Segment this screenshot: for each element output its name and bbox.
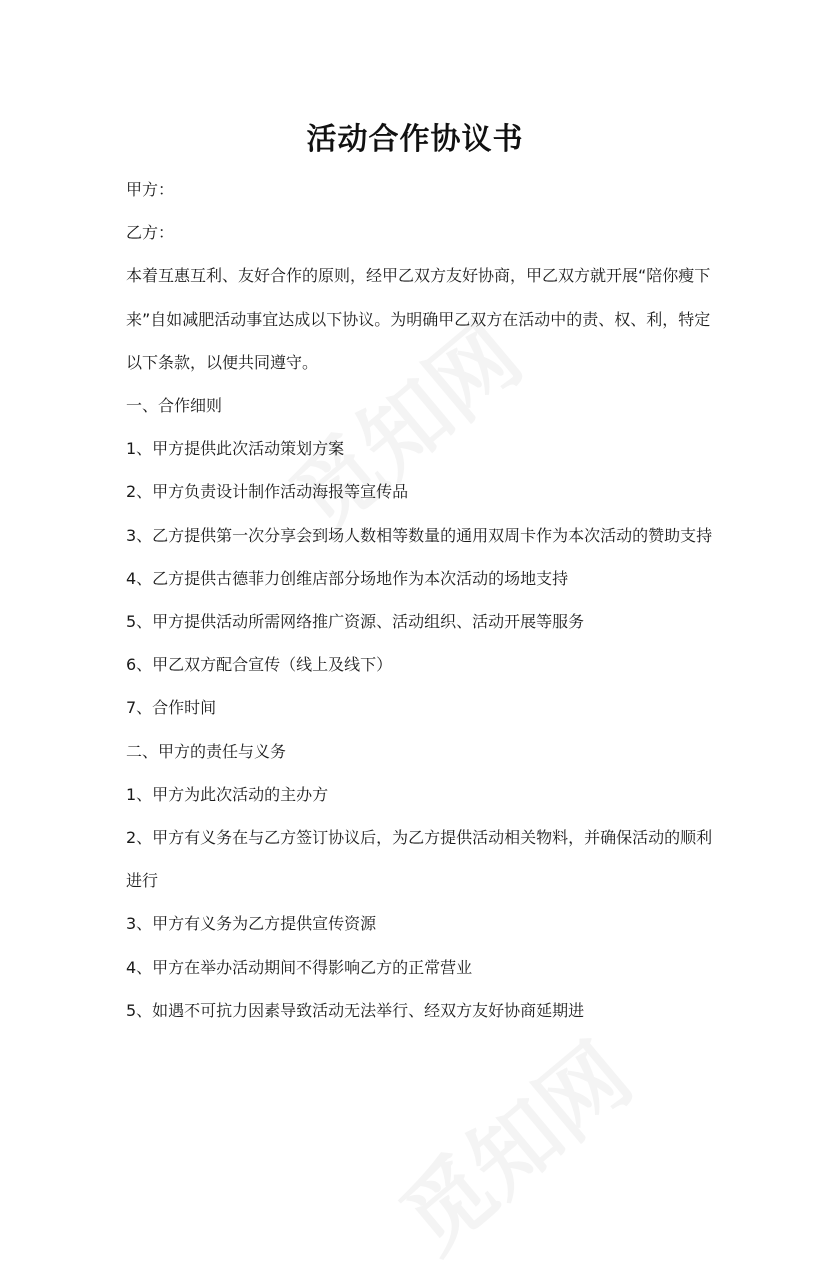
preamble-paragraph: 本着互惠互利、友好合作的原则，经甲乙双方友好协商，甲乙双方就开展“陪你瘦下来”自如减肥活动事宜达成以下协议。为明确甲乙双方在活动中的责、权、利，特定以下条款，以便共同遵守。: [126, 266, 711, 372]
clause: 5、甲方提供活动所需网络推广资源、活动组织、活动开展等服务: [126, 612, 585, 632]
clause: 1、甲方提供此次活动策划方案: [126, 439, 345, 459]
watermark: [370, 1010, 653, 1276]
party-a-line: 甲方：: [126, 180, 175, 199]
clause: 4、乙方提供古德菲力创维店部分场地作为本次活动的场地支持: [126, 568, 569, 588]
clause: 6、甲乙双方配合宣传（线上及线下）: [126, 655, 393, 675]
section-heading: 二、甲方的责任与义务: [126, 741, 287, 761]
clause: 5、如遇不可抗力因素导致活动无法举行、经双方友好协商延期进: [126, 1000, 585, 1020]
party-b-line: 乙方：: [126, 223, 175, 243]
section-heading: 一、合作细则: [126, 396, 223, 416]
clause: 2、甲方负责设计制作活动海报等宣传品: [126, 482, 409, 502]
clause: 1、甲方为此次活动的主办方: [126, 784, 329, 804]
clause: 7、合作时间: [126, 698, 217, 718]
clause: 3、乙方提供第一次分享会到场人数相等数量的通用双周卡作为本次活动的赞助支持: [126, 525, 713, 545]
clause: 3、甲方有义务为乙方提供宣传资源: [126, 914, 377, 934]
clause: 4、甲方在举办活动期间不得影响乙方的正常营业: [126, 957, 473, 977]
document-title: 活动合作协议书: [306, 122, 524, 157]
document-body: [126, 168, 716, 1032]
clause: 2、甲方有义务在与乙方签订协议后，为乙方提供活动相关物料，并确保活动的顺利进行: [126, 828, 713, 891]
